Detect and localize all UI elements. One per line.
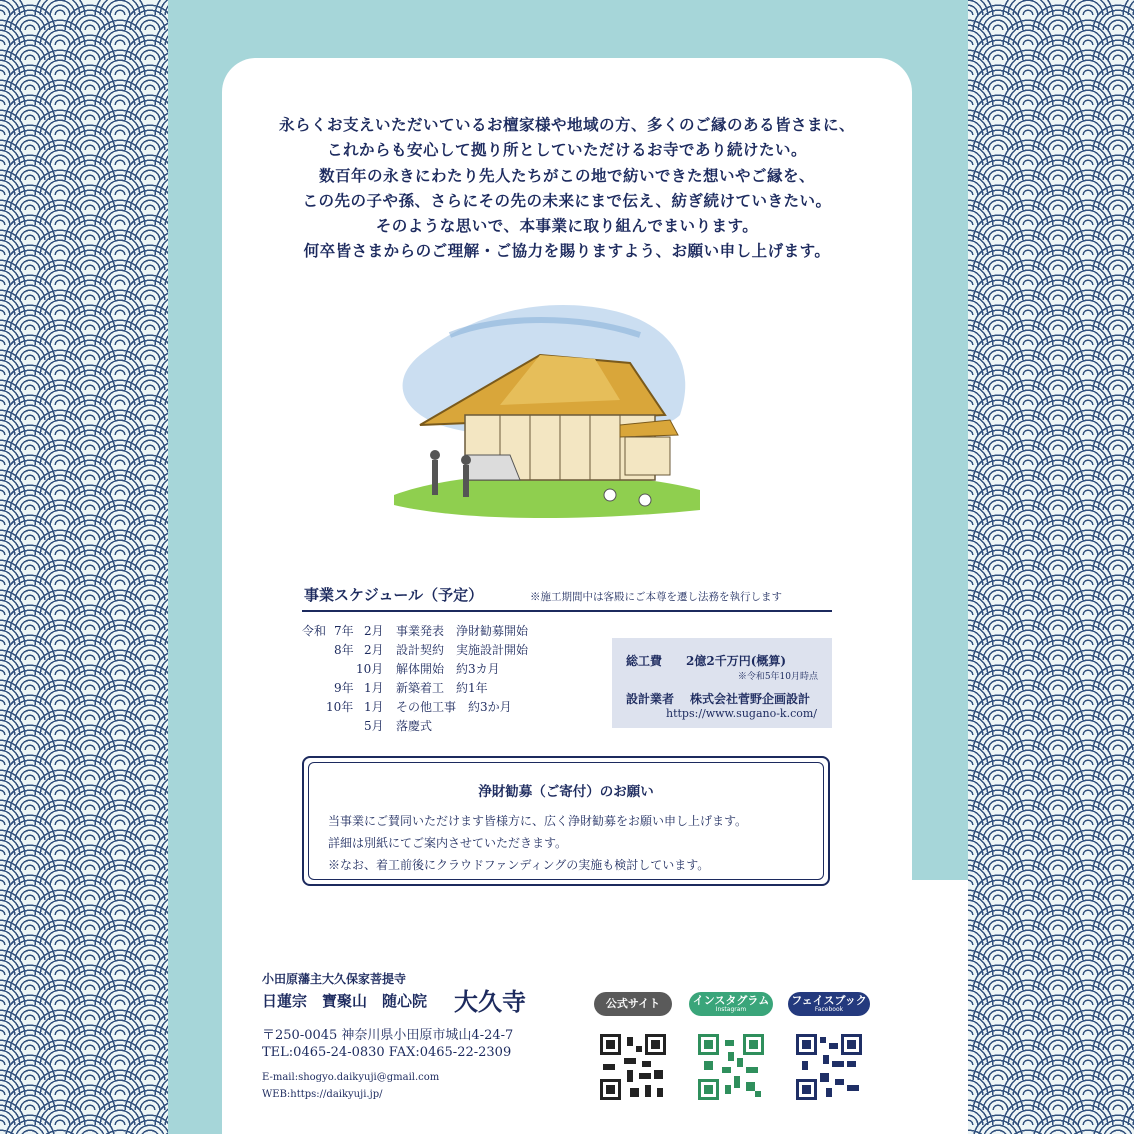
facebook-label: フェイスブック	[791, 994, 867, 1007]
instagram-qr-code[interactable]	[698, 1034, 764, 1100]
intro-line: 数百年の永きにわたり先人たちがこの地で紡いできた想いやご縁を、	[318, 165, 815, 185]
donation-line: 詳細は別紙にてご案内させていただきます。	[328, 836, 568, 850]
designer-url[interactable]: https://www.sugano-k.com/	[666, 707, 818, 720]
schedule-event: その他工事 約3か月	[396, 700, 512, 714]
cost-value: 2億2千万円(概算)	[686, 654, 787, 668]
card-tab-corner	[880, 880, 968, 950]
temple-email[interactable]: E-mail:shogyo.daikyuji@gmail.com	[262, 1072, 440, 1083]
official-site-label: 公式サイト	[605, 997, 661, 1010]
schedule-year: 8年	[334, 643, 354, 657]
temple-web[interactable]: WEB:https://daikyuji.jp/	[262, 1089, 383, 1100]
schedule-year: 10年	[326, 700, 354, 714]
temple-name: 大久寺	[454, 987, 526, 1016]
instagram-badge[interactable]	[689, 992, 773, 1016]
intro-line: 何卒皆さまからのご理解・ご協力を賜りますよう、お願い申し上げます。	[303, 241, 831, 261]
facebook-badge[interactable]	[788, 992, 870, 1016]
temple-subtitle: 小田原藩主大久保家菩提寺	[262, 972, 407, 986]
cost-note: ※令和5年10月時点	[737, 672, 818, 682]
schedule-event: 新築着工 約1年	[396, 681, 488, 695]
schedule-month: 1月	[364, 681, 384, 695]
facebook-sublabel: Facebook	[814, 1006, 844, 1013]
schedule-month: 10月	[356, 662, 384, 676]
temple-address: 〒250-0045 神奈川県小田原市城山4-24-7	[262, 1028, 514, 1043]
schedule-month: 5月	[364, 719, 384, 733]
intro-message	[222, 112, 912, 264]
designer-name: 株式会社菅野企画設計	[690, 692, 811, 706]
temple-illustration	[380, 295, 710, 530]
donation-title: 浄財勧募（ご寄付）のお願い	[478, 784, 654, 800]
instagram-sublabel: Instagram	[715, 1006, 747, 1013]
cost-info-box	[612, 638, 832, 728]
schedule-month: 2月	[364, 624, 384, 638]
official-site-badge[interactable]	[594, 992, 672, 1016]
cost-label: 総工費	[626, 654, 663, 668]
schedule-title: 事業スケジュール（予定）	[304, 586, 484, 604]
schedule-event: 設計契約 実施設計開始	[396, 643, 529, 657]
seigaiha-pattern-left	[0, 0, 168, 1134]
intro-line: この先の子や孫、さらにその先の未来にまで伝え、紡ぎ続けていきたい。	[302, 190, 832, 210]
instagram-label: インスタグラム	[692, 994, 770, 1007]
facebook-qr-code[interactable]	[796, 1034, 862, 1100]
official-site-qr-code[interactable]	[600, 1034, 666, 1100]
donation-line: ※なお、着工前後にクラウドファンディングの実施も検討しています。	[328, 858, 710, 872]
schedule-event: 事業発表 浄財勧募開始	[396, 624, 529, 638]
schedule-month: 2月	[364, 643, 384, 657]
intro-line: 永らくお支えいただいているお檀家様や地域の方、多くのご縁のある皆さまに、	[278, 115, 855, 134]
seigaiha-pattern-right	[968, 0, 1134, 1134]
schedule-note: ※施工期間中は客殿にご本尊を遷し法務を執行します	[530, 591, 782, 603]
schedule-month: 1月	[364, 700, 384, 714]
intro-line: これからも安心して拠り所としていただけるお寺であり続けたい。	[326, 140, 807, 160]
schedule-event: 解体開始 約3カ月	[396, 662, 500, 676]
temple-sect: 日蓮宗 寶聚山 随心院	[262, 992, 428, 1010]
schedule-divider	[302, 610, 832, 612]
schedule-year: 9年	[334, 681, 354, 695]
schedule-era: 令和	[302, 624, 327, 638]
donation-line: 当事業にご賛同いただけます皆様方に、広く浄財勧募をお願い申し上げます。	[328, 814, 748, 828]
temple-phone: TEL:0465-24-0830 FAX:0465-22-2309	[262, 1045, 512, 1060]
donation-box	[302, 756, 830, 886]
designer-label: 設計業者	[626, 692, 675, 706]
schedule-event: 落慶式	[396, 719, 433, 733]
schedule-year: 7年	[334, 624, 354, 638]
intro-line: そのような思いで、本事業に取り組んでまいります。	[375, 216, 759, 236]
